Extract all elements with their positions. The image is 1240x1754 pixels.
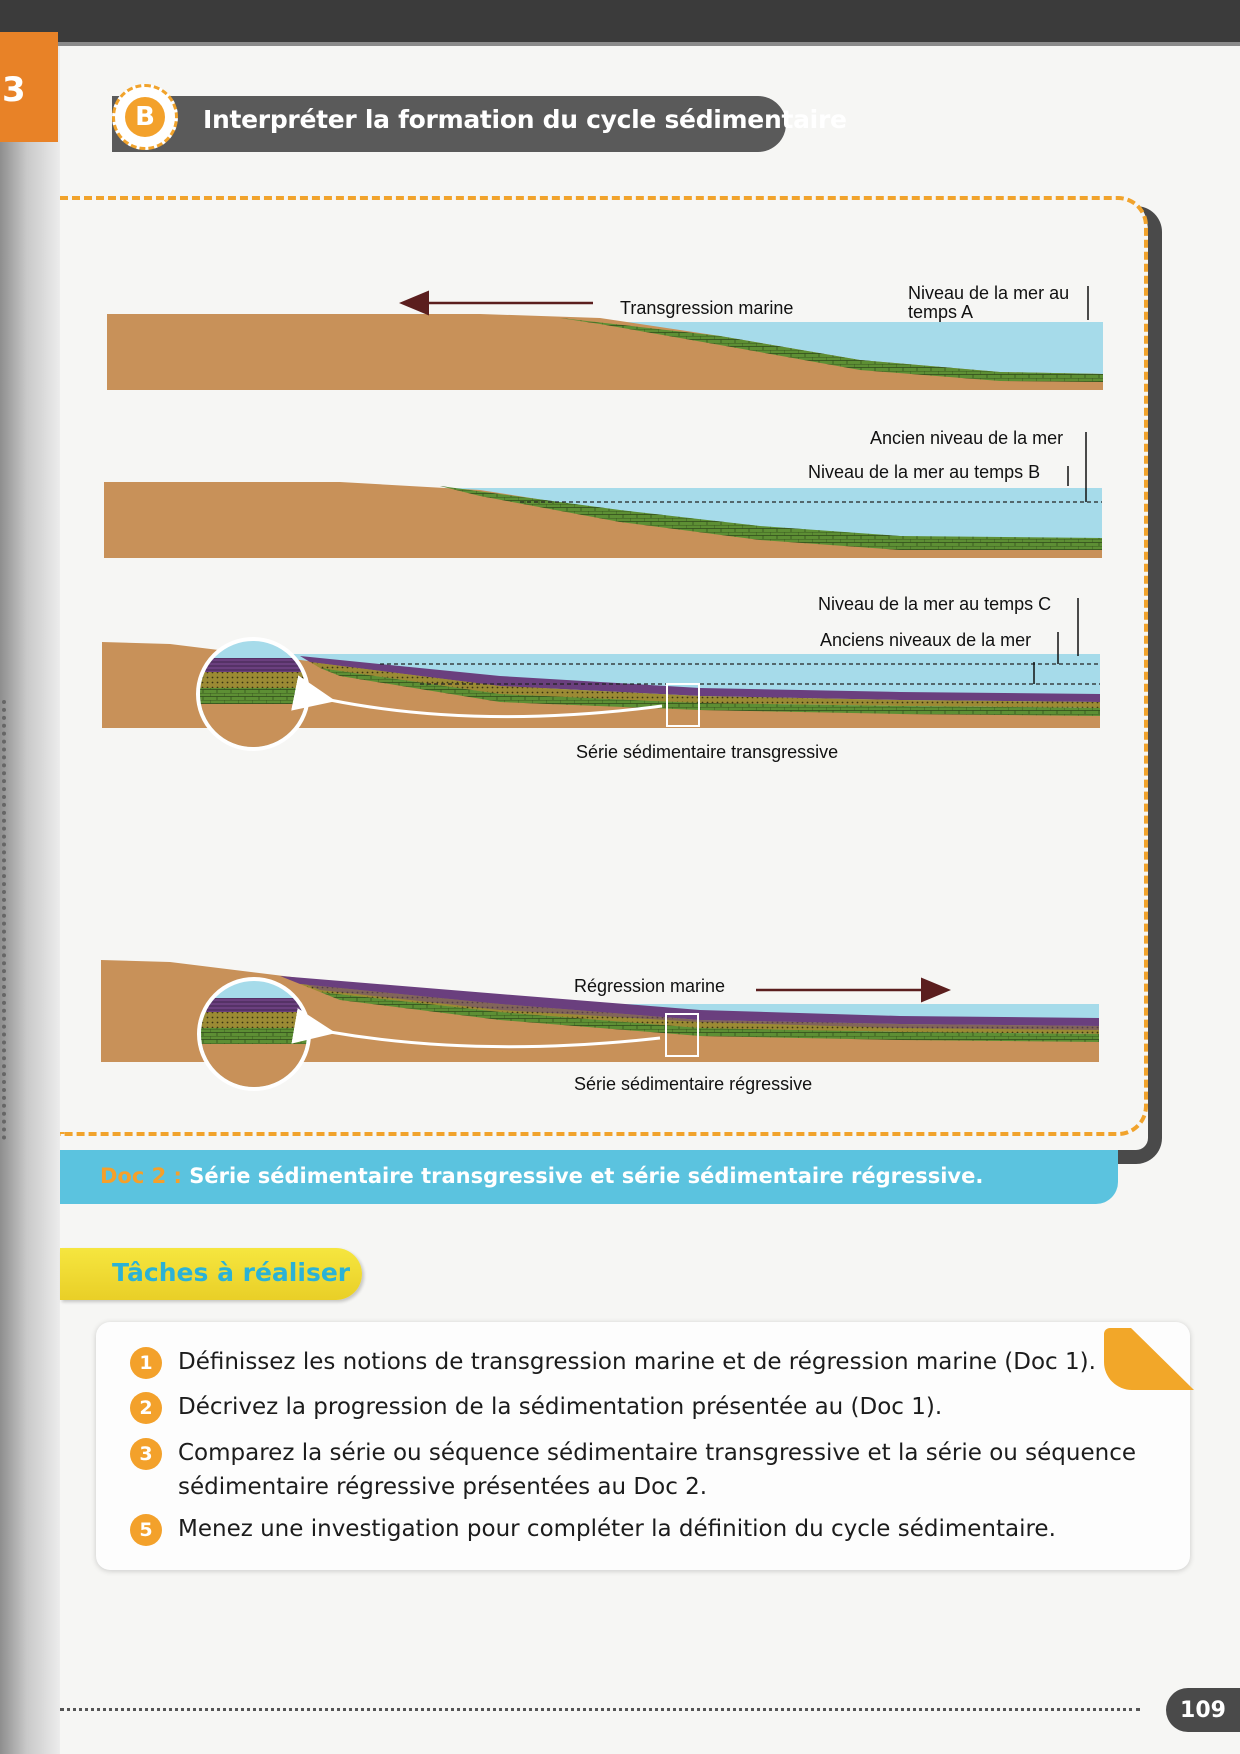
regression-label: Régression marine bbox=[574, 976, 726, 996]
task-number: 1 bbox=[130, 1347, 162, 1379]
chapter-tab-number: 3 bbox=[2, 70, 26, 110]
panel-regression bbox=[101, 960, 1099, 1094]
doc-caption-text: Série sédimentaire transgressive et série sédimentaire régressive. bbox=[189, 1164, 984, 1188]
task-number: 2 bbox=[130, 1392, 162, 1424]
task-text: Menez une investigation pour compléter la définition du cycle sédimentaire. bbox=[178, 1516, 1056, 1542]
section-badge-letter: B bbox=[125, 97, 165, 137]
doc-caption bbox=[100, 1164, 983, 1188]
task-number: 3 bbox=[130, 1438, 162, 1470]
panel-time-c bbox=[102, 594, 1100, 762]
sea-level-a-label-2: temps A bbox=[908, 302, 974, 322]
footer-dotted-line bbox=[60, 1708, 1140, 1711]
tasks-title: Tâches à réaliser bbox=[112, 1258, 351, 1287]
page-number: 109 bbox=[1166, 1688, 1240, 1732]
task-number: 5 bbox=[130, 1514, 162, 1546]
transgressive-series-label: Série sédimentaire transgressive bbox=[576, 742, 839, 762]
old-sea-level-label: Ancien niveau de la mer bbox=[870, 428, 1064, 448]
task-text: Définissez les notions de transgression marine et de régression marine (Doc 1). bbox=[178, 1349, 1096, 1375]
task-text: Décrivez la progression de la sédimentation présentée au (Doc 1). bbox=[178, 1394, 943, 1420]
regressive-series-label: Série sédimentaire régressive bbox=[574, 1074, 813, 1094]
transgression-label: Transgression marine bbox=[620, 298, 794, 318]
task-text: Comparez la série ou séquence sédimentaire transgressive et la série ou séquence sédimentaire régressive présentées au Doc 2. bbox=[178, 1440, 1136, 1500]
section-title: Interpréter la formation du cycle sédimentaire bbox=[203, 105, 847, 134]
doc-caption-tag: Doc 2 : bbox=[100, 1164, 182, 1188]
sea-level-b-label: Niveau de la mer au temps B bbox=[808, 462, 1041, 482]
panel-time-a bbox=[107, 283, 1103, 390]
sea-level-c-label: Niveau de la mer au temps C bbox=[818, 594, 1052, 614]
sea-level-a-label: Niveau de la mer au bbox=[908, 283, 1070, 303]
panel-time-b bbox=[104, 428, 1102, 558]
old-levels-label: Anciens niveaux de la mer bbox=[820, 630, 1032, 650]
